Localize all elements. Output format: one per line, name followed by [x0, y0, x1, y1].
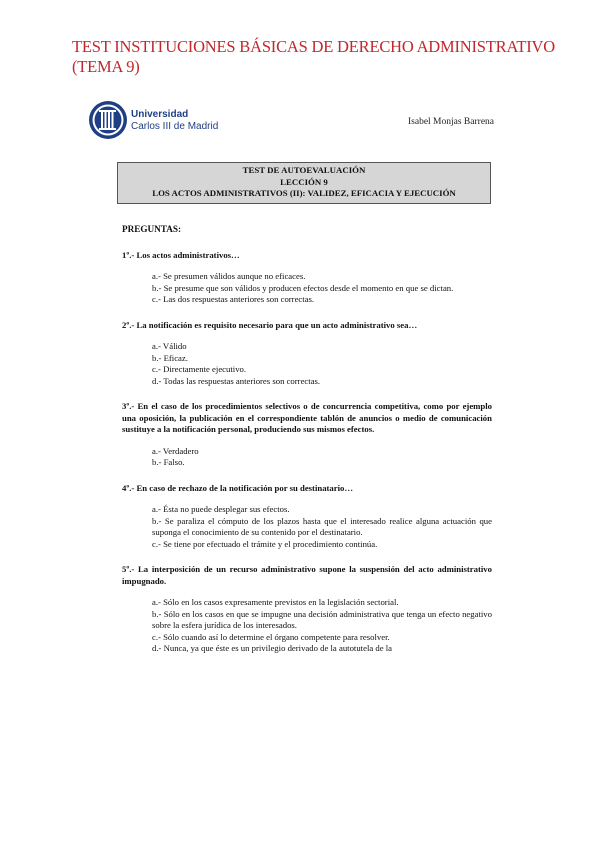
answer-option: a.- Válido — [152, 341, 187, 351]
answer-option: a.- Se presumen válidos aunque no eficaces. — [152, 271, 306, 281]
answer-option: b.- Se paraliza el cómputo de los plazos hasta que el interesado realice alguna actuación que suponga el conocimiento de su contenido por el destinatario. — [152, 515, 492, 537]
question-text: 1º.- Los actos administrativos… — [122, 249, 240, 260]
answer-option: a.- Ésta no puede desplegar sus efectos. — [152, 504, 290, 514]
answer-option: c.- Sólo cuando así lo determine el órgano competente para resolver. — [152, 631, 390, 642]
answer-option: a.- Verdadero — [152, 445, 199, 456]
university-name — [131, 109, 218, 132]
box-line-1: TEST DE AUTOEVALUACIÓN — [242, 165, 366, 175]
question-text: 3º.- En el caso de los procedimientos selectivos o de concurrencia competitiva, como por ejemplo una oposición, la publicación en el correspondiente tablón de anuncios o medio de comunicación sustituye a la notificación personal, produciendo sus mismos efectos. — [122, 401, 492, 434]
answer-option: d.- Nunca, ya que éste es un privilegio derivado de la autotutela de la — [152, 643, 393, 653]
section-label: PREGUNTAS: — [122, 224, 182, 234]
answer-option: a.- Sólo en los casos expresamente previstos en la legislación sectorial. — [152, 597, 399, 607]
answer-option: b.- Eficaz. — [152, 352, 188, 363]
answer-option: c.- Directamente ejecutivo. — [152, 364, 247, 374]
university-name-line2: Carlos III de Madrid — [131, 120, 219, 132]
author-name: Isabel Monjas Barrena — [408, 117, 494, 127]
box-line-2: LECCIÓN 9 — [280, 176, 328, 187]
question-5 — [122, 564, 492, 655]
questions-section — [122, 224, 492, 669]
answer-option: b.- Se presume que son válidos y producen efectos desde el momento en que se dictan. — [152, 282, 454, 293]
university-seal-logo — [88, 100, 128, 140]
test-title-box — [117, 162, 491, 204]
university-name-line1: Universidad — [131, 109, 189, 120]
document-title: TEST INSTITUCIONES BÁSICAS DE DERECHO ADMINISTRATIVO (TEMA 9) — [72, 37, 555, 76]
document-header — [88, 100, 508, 140]
question-text: 4º.- En caso de rechazo de la notificación por su destinatario… — [122, 482, 354, 493]
question-2 — [122, 320, 492, 388]
question-4 — [122, 483, 492, 551]
question-text: 2º.- La notificación es requisito necesario para que un acto administrativo sea… — [122, 319, 418, 330]
box-line-3: LOS ACTOS ADMINISTRATIVOS (II): VALIDEZ, EFICACIA Y EJECUCIÓN — [152, 188, 456, 198]
answer-option: b.- Falso. — [152, 457, 185, 467]
answer-option: c.- Las dos respuestas anteriores son correctas. — [152, 294, 315, 304]
answer-option: d.- Todas las respuestas anteriores son correctas. — [152, 375, 321, 386]
question-text: 5º.- La interposición de un recurso administrativo supone la suspensión del acto administrativo impugnado. — [122, 564, 492, 586]
answer-option: b.- Sólo en los casos en que se impugne una decisión administrativa que tenga un efecto negativo sobre la esfera jurídica de los interesados. — [152, 608, 492, 630]
question-3 — [122, 401, 492, 469]
question-1 — [122, 250, 492, 306]
answer-option: c.- Se tiene por efectuado el trámite y el procedimiento continúa. — [152, 538, 378, 549]
